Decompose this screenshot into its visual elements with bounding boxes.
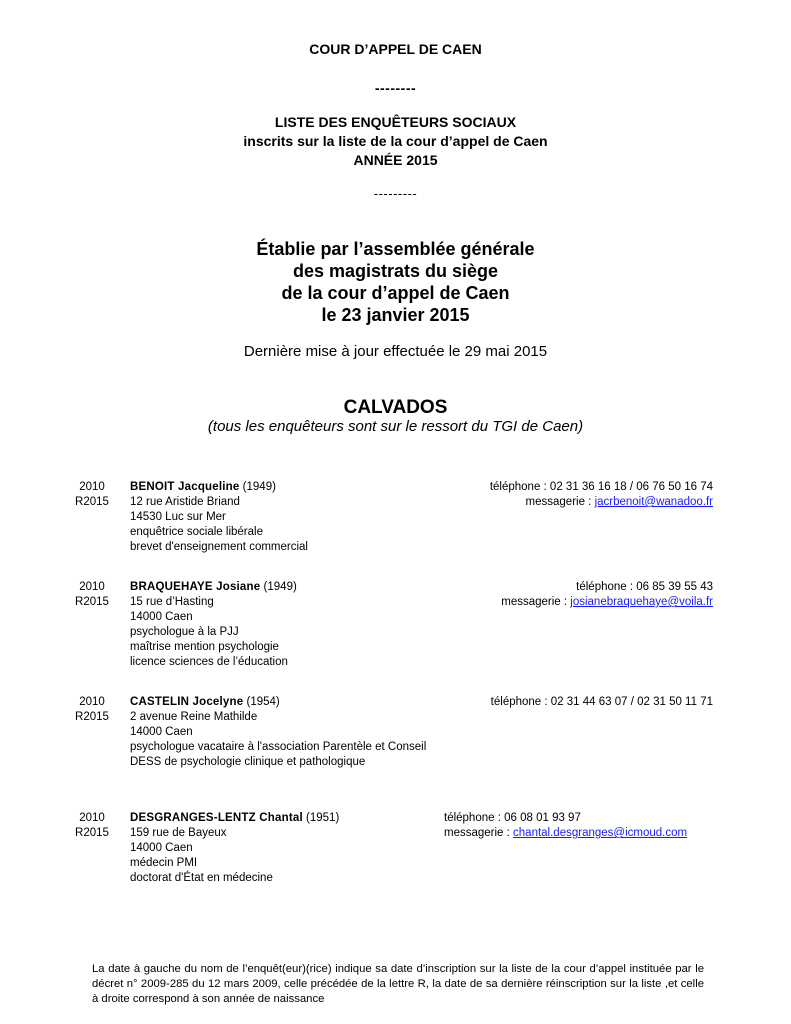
investigator-name-line — [130, 580, 430, 595]
investigator-name: BENOIT Jacqueline — [130, 481, 240, 493]
qualification: DESS de psychologie clinique et pathologique — [130, 756, 366, 768]
separator: -------- — [374, 80, 417, 96]
separator: --------- — [373, 186, 418, 201]
email-label: messagerie : — [525, 496, 595, 508]
address-line: 14000 Caen — [130, 726, 193, 738]
reinscription-year: R2015 — [75, 496, 109, 508]
department-note: (tous les enquêteurs sont sur le ressort du TGI de Caen) — [207, 418, 584, 435]
inscription-year: 2010 — [79, 581, 105, 593]
inscription-year: 2010 — [79, 812, 105, 824]
investigator-name: BRAQUEHAYE Josiane — [130, 581, 261, 593]
court-title: COUR D’APPEL DE CAEN — [309, 41, 482, 57]
established-line: le 23 janvier 2015 — [321, 305, 470, 325]
list-title: LISTE DES ENQUÊTEURS SOCIAUX — [274, 114, 517, 130]
birth-year: (1951) — [302, 812, 340, 824]
footnote: La date à gauche du nom de l’enquêt(eur)(rice) indique sa date d’inscription sur la liste de la cour d’appel instituée par le décret n° 2009-285 du 12 mars 2009, celle précédée de la lettre R, la date de sa dernière réinscription sur la liste ,et celle à droite correspond à son année de naissance — [92, 963, 704, 1005]
entry-years — [70, 811, 114, 841]
qualification: psychologue à la PJJ — [130, 626, 239, 638]
entry-info — [130, 580, 430, 670]
address-line: 159 rue de Bayeux — [130, 827, 227, 839]
qualification: maîtrise mention psychologie — [130, 641, 279, 653]
email-link[interactable]: chantal.desgranges@icmoud.com — [513, 827, 688, 839]
email-line — [501, 595, 713, 610]
established-line: des magistrats du siège — [292, 261, 499, 281]
investigator-name: CASTELIN Jocelyne — [130, 696, 244, 708]
entry-info — [130, 480, 430, 555]
inscription-year: 2010 — [79, 696, 105, 708]
address-line: 14000 Caen — [130, 611, 193, 623]
investigator-name-line — [130, 480, 430, 495]
qualification: enquêtrice sociale libérale — [130, 526, 263, 538]
established-block — [0, 238, 791, 326]
reinscription-year: R2015 — [75, 711, 109, 723]
last-update: Dernière mise à jour effectuée le 29 mai 2015 — [243, 343, 548, 360]
investigator-name: DESGRANGES-LENTZ Chantal — [130, 812, 303, 824]
department-name: CALVADOS — [343, 397, 448, 418]
address-line: 2 avenue Reine Mathilde — [130, 711, 258, 723]
reinscription-year: R2015 — [75, 596, 109, 608]
list-title-block — [0, 113, 791, 170]
email-link[interactable]: josianebraquehaye@voila.fr — [570, 596, 713, 608]
reinscription-year: R2015 — [75, 827, 109, 839]
phone: téléphone : 06 85 39 55 43 — [576, 581, 713, 593]
birth-year: (1954) — [243, 696, 280, 708]
email-label: messagerie : — [444, 827, 514, 839]
entry-info — [130, 811, 430, 886]
qualification: psychologue vacataire à l'association Parentèle et Conseil — [130, 741, 427, 753]
list-year: ANNÉE 2015 — [353, 152, 438, 168]
qualification: licence sciences de l’éducation — [130, 656, 288, 668]
address-line: 15 rue d’Hasting — [130, 596, 214, 608]
investigator-name-line — [130, 695, 430, 710]
address-line: 14000 Caen — [130, 842, 193, 854]
established-line: Établie par l’assemblée générale — [256, 239, 535, 259]
phone: téléphone : 02 31 36 16 18 / 06 76 50 16 74 — [489, 481, 713, 493]
qualification: brevet d'enseignement commercial — [130, 541, 308, 553]
email-label: messagerie : — [501, 596, 571, 608]
address-line: 12 rue Aristide Briand — [130, 496, 240, 508]
entry-years — [70, 480, 114, 510]
email-link[interactable]: jacrbenoit@wanadoo.fr — [594, 496, 713, 508]
entry-info — [130, 695, 430, 770]
qualification: médecin PMI — [130, 857, 198, 869]
list-subtitle: inscrits sur la liste de la cour d’appel de Caen — [243, 133, 548, 149]
address-line: 14530 Luc sur Mer — [130, 511, 226, 523]
email-line — [444, 826, 687, 841]
phone: téléphone : 06 08 01 93 97 — [444, 812, 581, 824]
birth-year: (1949) — [260, 581, 297, 593]
phone: téléphone : 02 31 44 63 07 / 02 31 50 11 71 — [490, 696, 713, 708]
entry-years — [70, 580, 114, 610]
qualification: doctorat d'État en médecine — [130, 872, 273, 884]
established-line: de la cour d’appel de Caen — [281, 283, 510, 303]
inscription-year: 2010 — [79, 481, 105, 493]
entry-years — [70, 695, 114, 725]
investigator-name-line — [130, 811, 430, 826]
email-line — [526, 495, 713, 510]
birth-year: (1949) — [239, 481, 276, 493]
